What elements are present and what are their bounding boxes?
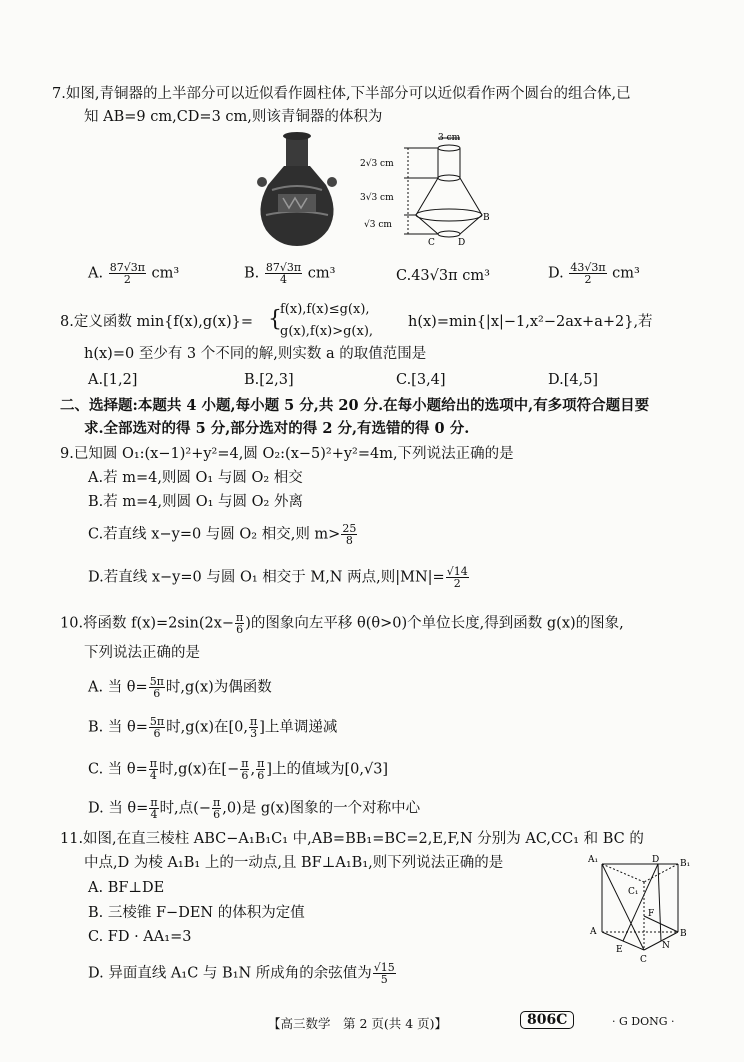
prism-label-N: N (662, 941, 670, 951)
prism-label-C1: C₁ (628, 887, 639, 897)
q10-stem: 10.将函数 f(x)=2sin(2x− $\frac{\pi}{6}$ )的图象向左平移 θ(θ>0)个单位长度,得到函数 g(x)的图象, (60, 611, 624, 636)
q7-option-c: C.43√3π cm³ (396, 268, 490, 284)
q11-option-d: D. 异面直线 A₁C 与 B₁N 所成角的余弦值为 $\frac{√15}{5}$ (88, 961, 395, 986)
q8-option-d: D.[4,5] (548, 372, 599, 388)
prism-label-E: E (616, 945, 623, 955)
q9-option-a: A.若 m=4,则圆 O₁ 与圆 O₂ 相交 (88, 470, 303, 486)
q11-option-a: A. BF⊥DE (88, 880, 165, 896)
q9-stem: 9.已知圆 O₁:(x−1)²+y²=4,圆 O₂:(x−5)²+y²=4m,下列说法正确的是 (60, 446, 514, 462)
q10-option-a: A. 当 θ= $\frac{5\pi}{6}$ 时,g(x)为偶函数 (88, 675, 272, 700)
q11-line2: 中点,D 为棱 A₁B₁ 上的一动点,且 BF⊥A₁B₁,则下列说法正确的是 (84, 855, 504, 871)
q7-line2: 知 AB=9 cm,CD=3 cm,则该青铜器的体积为 (84, 109, 383, 125)
q9-option-d: D.若直线 x−y=0 与圆 O₁ 相交于 M,N 两点,则|MN|= $\frac{√14}{2}$ (88, 565, 468, 590)
prism-label-A: A (590, 927, 597, 937)
q11-option-c: C. FD · AA₁=3 (88, 929, 192, 945)
prism-label-B: B (680, 929, 687, 939)
q9-option-b: B.若 m=4,则圆 O₁ 与圆 O₂ 外离 (88, 494, 303, 510)
prism-label-D: D (652, 855, 660, 865)
q8-option-b: B.[2,3] (244, 372, 294, 388)
q8-case1: f(x),f(x)≤g(x), (280, 302, 370, 317)
q11-option-b: B. 三棱锥 F−DEN 的体积为定值 (88, 905, 305, 921)
q8-suffix: h(x)=min{|x|−1,x²−2ax+a+2},若 (408, 314, 653, 330)
section2-line2: 求.全部选对的得 5 分,部分选对的得 2 分,有选错的得 0 分. (84, 420, 470, 437)
q7-option-a: A. $\frac{87√3\pi}{2}$ cm³ (88, 261, 180, 286)
prism-label-F: F (648, 909, 655, 919)
prism-label-B1: B₁ (680, 859, 691, 869)
q7-line1: 7.如图,青铜器的上半部分可以近似看作圆柱体,下半部分可以近似看作两个圆台的组合体,已 (52, 86, 631, 102)
q10-option-b: B. 当 θ= $\frac{5\pi}{6}$ 时,g(x)在[0, $\frac{\pi}{3}$ ]上单调递减 (88, 715, 338, 740)
prism-label-A1: A₁ (588, 855, 599, 865)
fig-label-h3: √3 cm (364, 220, 392, 230)
footer-brand: · G DONG · (612, 1015, 675, 1028)
q10-option-d: D. 当 θ= $\frac{\pi}{4}$ 时,点(− $\frac{\pi}{6}$ ,0)是 g(x)图象的一个对称中心 (88, 796, 421, 821)
q8-prefix: 8.定义函数 min{f(x),g(x)}= (60, 314, 254, 330)
q10-line2: 下列说法正确的是 (84, 645, 200, 661)
q8-case2: g(x),f(x)>g(x), (280, 324, 374, 339)
section2-line1: 二、选择题:本题共 4 小题,每小题 5 分,共 20 分.在每小题给出的选项中,有多项符合题目要 (60, 397, 650, 414)
q7-option-b: B. $\frac{87√3\pi}{4}$ cm³ (244, 261, 336, 286)
bronze-vessel-image (248, 130, 348, 250)
footer-code: 806C (520, 1011, 574, 1029)
prism-diagram (588, 852, 692, 964)
fig-label-C: C (428, 238, 435, 248)
q10-option-c: C. 当 θ= $\frac{\pi}{4}$ 时,g(x)在[− $\frac{\pi}{6}$ , $\frac{\pi}{6}$ ]上的值域为[0,√3] (88, 757, 389, 782)
q7-option-d: D. $\frac{43√3\pi}{2}$ cm³ (548, 261, 640, 286)
q9-option-c: C.若直线 x−y=0 与圆 O₂ 相交,则 m> $\frac{25}{8}$ (88, 522, 357, 547)
vessel-diagram (360, 130, 500, 250)
q8-option-a: A.[1,2] (88, 372, 138, 388)
q8-line2: h(x)=0 至少有 3 个不同的解,则实数 a 的取值范围是 (84, 346, 427, 362)
q11-line1: 11.如图,在直三棱柱 ABC−A₁B₁C₁ 中,AB=BB₁=BC=2,E,F,N 分别为 AC,CC₁ 和 BC 的 (60, 831, 644, 847)
fig-label-top: 3 cm (438, 133, 461, 143)
q8-brace: { (268, 307, 282, 332)
prism-label-C: C (640, 955, 647, 964)
footer-subject: 【高三数学 第 2 页(共 4 页)】 (268, 1016, 448, 1031)
fig-label-D: D (458, 238, 466, 248)
fig-label-B: B (483, 213, 490, 223)
fig-label-h2: 3√3 cm (360, 193, 394, 203)
q8-option-c: C.[3,4] (396, 372, 446, 388)
fig-label-h1: 2√3 cm (360, 159, 394, 169)
